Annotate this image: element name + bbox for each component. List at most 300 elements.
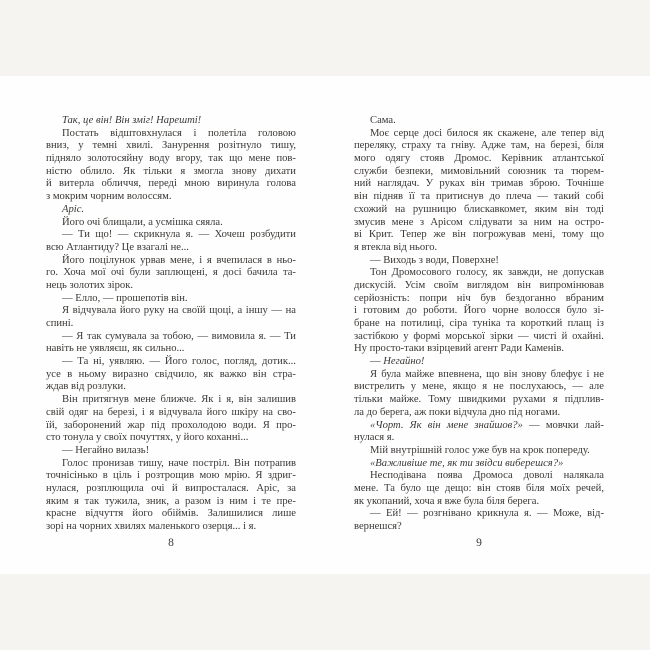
body-text: на xyxy=(394,203,406,215)
text-line xyxy=(354,369,604,382)
body-text: із xyxy=(216,495,224,507)
body-text: ньому xyxy=(78,368,107,380)
body-text: темні xyxy=(92,140,118,152)
body-text: спині. xyxy=(46,318,74,329)
body-text: прохолодою xyxy=(171,419,227,431)
body-text: свідчило, xyxy=(154,368,198,380)
body-text: переляку, xyxy=(354,140,397,152)
body-text: тримав xyxy=(491,178,524,190)
body-text: розітнуло xyxy=(218,140,262,152)
body-text: залишив xyxy=(257,394,296,406)
body-text: чорне xyxy=(492,305,519,317)
body-text: я xyxy=(482,381,488,393)
body-text: допускав xyxy=(562,267,604,279)
body-text: вчепилася xyxy=(216,254,263,266)
text-line xyxy=(354,458,604,471)
body-text: шкіру xyxy=(231,406,259,418)
body-text: та xyxy=(554,165,564,177)
body-text: — xyxy=(117,229,129,241)
body-text: очі xyxy=(111,267,125,279)
body-text: жар xyxy=(127,419,145,431)
body-text: досі xyxy=(423,127,443,139)
body-text: тому xyxy=(562,229,584,241)
body-text: завжди, xyxy=(507,267,543,279)
italic-text: знайшов?» xyxy=(474,419,523,431)
body-text: переді xyxy=(148,178,177,190)
body-text: й xyxy=(46,178,52,190)
body-text: точнісінько xyxy=(46,470,98,482)
text-line xyxy=(46,432,296,445)
body-text: — xyxy=(517,330,529,342)
text-line xyxy=(354,521,604,534)
body-text: ний xyxy=(354,178,372,190)
text-line xyxy=(354,305,604,318)
body-text: обличчя, xyxy=(101,178,142,190)
body-text: і xyxy=(199,254,203,266)
body-text: у xyxy=(403,330,409,342)
body-text: як xyxy=(203,368,214,380)
body-text: але xyxy=(541,127,557,139)
body-text: погрожував xyxy=(472,229,526,241)
body-text: від xyxy=(590,127,604,139)
italic-text: «Чорт. xyxy=(370,419,404,431)
body-text: вернешся? xyxy=(354,521,402,532)
body-text: в xyxy=(102,470,108,482)
body-text: Хочеш xyxy=(214,229,245,241)
body-text: — Виходь з води, Поверхне! xyxy=(370,254,499,266)
body-text: ждав від розлуки. xyxy=(46,381,126,393)
body-text: Точніше xyxy=(566,178,604,190)
body-text: тишу, xyxy=(138,457,164,469)
body-text: роботи. xyxy=(423,305,458,317)
body-text: заплющені, xyxy=(155,267,208,279)
body-text: облило. xyxy=(80,165,115,177)
body-text: підняло xyxy=(46,153,82,165)
text-line xyxy=(354,115,604,128)
body-text: мене xyxy=(133,394,156,406)
body-text: Може, xyxy=(552,508,582,520)
body-text: зі- xyxy=(593,305,604,317)
body-text: блефує xyxy=(550,368,583,380)
body-text: — xyxy=(370,508,381,520)
body-text: тужила, xyxy=(104,495,141,507)
body-text: не xyxy=(493,381,504,393)
text-line xyxy=(354,153,604,166)
body-text: не xyxy=(547,267,558,279)
body-text: — xyxy=(271,305,283,317)
text-line xyxy=(46,166,296,179)
body-text: я втекла від нього. xyxy=(354,241,438,253)
body-text: він xyxy=(471,178,485,190)
body-text: мимовільний xyxy=(440,165,501,177)
italic-text: Так, це він! Він зміг! Нарешті! xyxy=(62,115,202,126)
body-text: води. xyxy=(232,419,257,431)
text-line xyxy=(354,496,604,509)
body-text: схожий xyxy=(354,203,388,215)
body-text: він xyxy=(503,368,518,380)
body-text: яким xyxy=(534,203,558,215)
body-text: урвав xyxy=(140,254,166,266)
text-line xyxy=(46,483,296,496)
text-line xyxy=(46,128,296,141)
body-text: тільки xyxy=(143,165,173,177)
text-line xyxy=(46,280,296,293)
body-text: Керівник xyxy=(501,153,543,165)
body-text: він xyxy=(252,368,267,380)
body-text: впевнена, xyxy=(438,368,482,380)
body-text: на xyxy=(92,406,104,418)
body-text: У xyxy=(425,178,434,190)
body-text: в xyxy=(266,254,272,266)
body-text: я xyxy=(212,267,218,279)
body-text: Як xyxy=(123,165,136,177)
body-text: він xyxy=(517,279,531,291)
text-line xyxy=(46,458,296,471)
body-text: Він xyxy=(234,457,250,469)
body-text: Я xyxy=(255,470,263,482)
body-text: а xyxy=(174,495,180,507)
body-text: вгору, xyxy=(175,153,203,165)
text-line xyxy=(354,343,604,356)
text-line xyxy=(354,508,604,521)
body-text: та- xyxy=(282,267,296,279)
body-text: було xyxy=(566,305,587,317)
body-text: — xyxy=(62,330,73,342)
text-line xyxy=(354,128,604,141)
body-text: Голос xyxy=(62,457,88,469)
text-line xyxy=(354,394,604,407)
body-text: швидкими xyxy=(458,394,506,406)
body-text: волосся xyxy=(524,305,561,317)
body-text: він xyxy=(354,191,368,203)
body-text: Дромосового xyxy=(391,267,452,279)
body-text: за xyxy=(518,216,528,228)
body-text: лай- xyxy=(584,419,604,431)
body-text: я xyxy=(552,394,558,406)
body-text: — xyxy=(62,356,73,368)
body-text: Його очі блищали, а усмішка сяяла. xyxy=(62,216,223,228)
body-text: навіть не уявляєш, як сильно... xyxy=(46,343,185,355)
body-text: змусив xyxy=(354,216,386,228)
body-text: від- xyxy=(587,508,604,520)
body-text: поцілунок xyxy=(89,254,136,266)
body-text: Мій внутрішній голос уже був на крок попереду. xyxy=(370,444,590,456)
body-text: виразно xyxy=(112,368,149,380)
body-text: та xyxy=(420,191,431,203)
body-text: тепер xyxy=(560,127,586,139)
body-text: руку xyxy=(143,305,165,317)
body-text: притягнув xyxy=(82,394,129,406)
text-line xyxy=(354,191,604,204)
page-number: 8 xyxy=(168,536,174,549)
body-text: — xyxy=(269,330,281,342)
body-text: на xyxy=(285,305,296,317)
body-text: Постать xyxy=(62,127,99,139)
body-text: же xyxy=(433,229,446,241)
body-text: потрапив xyxy=(254,457,296,469)
body-text: я xyxy=(206,254,212,266)
body-text: був xyxy=(480,292,496,304)
body-text: — xyxy=(149,356,161,368)
text-line xyxy=(46,470,296,483)
body-text: блискавкомет, xyxy=(464,203,528,215)
body-text: вистрелить xyxy=(354,381,405,393)
body-text: випромінював xyxy=(539,279,604,291)
italic-text: мене xyxy=(446,419,469,431)
body-text: на xyxy=(558,216,569,228)
body-text: стра- xyxy=(272,368,296,380)
body-text: мене, xyxy=(170,254,195,266)
body-text: союзник xyxy=(507,165,547,177)
body-text: собі xyxy=(585,191,604,203)
body-text: як xyxy=(482,127,493,139)
body-text: мене. xyxy=(354,482,379,494)
body-text: нулася я. xyxy=(354,432,395,444)
body-text: вбраним xyxy=(565,292,604,304)
body-text: іншу xyxy=(245,305,268,317)
body-text: голосу, xyxy=(456,267,488,279)
body-text: відштовхнулася xyxy=(110,127,182,139)
body-text: плащ xyxy=(567,318,592,329)
body-text: ньо- xyxy=(276,254,296,266)
text-line xyxy=(46,369,296,382)
adjacent-page-edge-bottom xyxy=(0,574,650,650)
body-text: тобою, xyxy=(162,330,194,342)
body-text: за xyxy=(150,330,160,342)
body-text: я. xyxy=(185,229,194,241)
body-text: відчуття xyxy=(85,508,124,520)
body-text: але xyxy=(589,381,604,393)
body-text: зброю. xyxy=(529,178,561,190)
text-line xyxy=(354,483,604,496)
body-text: не xyxy=(593,368,604,380)
body-text: у xyxy=(410,381,416,393)
body-text: так xyxy=(86,330,102,342)
body-text: Та xyxy=(77,356,89,368)
body-text: мого xyxy=(354,153,376,165)
body-text: Я xyxy=(76,330,84,342)
body-text: обіймів. xyxy=(161,508,199,520)
body-text: зорі на чорних хвилях маленького озерця... і я. xyxy=(46,521,257,532)
body-text: мою xyxy=(199,470,220,482)
body-text: Дромоса xyxy=(473,470,513,482)
body-text: що xyxy=(486,368,500,380)
body-text: — xyxy=(407,508,418,520)
body-text: нулася, xyxy=(46,482,79,494)
body-text: що xyxy=(590,229,604,241)
body-text: пронизав xyxy=(92,457,134,469)
text-line xyxy=(46,394,296,407)
body-text: він xyxy=(477,482,491,494)
body-text: розгнівано xyxy=(423,508,472,520)
body-text: там, xyxy=(510,140,530,152)
body-text: і xyxy=(253,495,257,507)
body-text: з мокрим чорним волоссям. xyxy=(46,191,172,203)
body-text: ніч xyxy=(456,292,471,304)
body-text: — xyxy=(572,381,583,393)
body-text: ще xyxy=(426,482,440,494)
body-text: Моє xyxy=(370,127,389,139)
body-text: ним xyxy=(229,495,248,507)
body-text: змогла xyxy=(193,165,224,177)
body-text: вниз, xyxy=(46,140,70,152)
body-text: хвилі. xyxy=(126,140,153,152)
text-line xyxy=(46,445,296,458)
body-text: що xyxy=(229,153,243,165)
text-line xyxy=(46,204,296,217)
body-text: безпеки, xyxy=(395,165,434,177)
body-text: й xyxy=(171,482,178,494)
body-text: те xyxy=(261,495,272,507)
body-text: крикнула xyxy=(476,508,519,520)
body-text: попри xyxy=(419,292,448,304)
text-line xyxy=(354,267,604,280)
body-text: — xyxy=(370,356,384,368)
body-text: головою xyxy=(258,127,296,139)
body-text: плеча xyxy=(505,191,532,203)
text-line xyxy=(46,140,296,153)
body-text: його xyxy=(119,305,141,317)
text-line xyxy=(354,178,604,191)
body-text: розтрощив xyxy=(145,470,195,482)
body-text: тоді xyxy=(586,203,604,215)
body-text: Я xyxy=(262,419,270,431)
body-text: виринула xyxy=(217,178,260,190)
body-text: моїх xyxy=(550,482,571,494)
body-text: було xyxy=(400,482,421,494)
text-line xyxy=(354,356,604,369)
body-text: так xyxy=(208,153,224,165)
body-text: була xyxy=(381,368,402,380)
body-text: Несподівана xyxy=(370,470,427,482)
body-text: ближче. xyxy=(160,394,197,406)
text-line xyxy=(46,356,296,369)
body-text: її xyxy=(408,191,415,203)
body-text: серце xyxy=(393,127,419,139)
text-line xyxy=(46,420,296,433)
body-text: я xyxy=(74,495,79,507)
body-text: лише xyxy=(272,508,296,520)
body-text: й xyxy=(561,330,568,342)
body-text: мовчки xyxy=(545,419,579,431)
body-text: туніка xyxy=(472,318,501,329)
body-text: на xyxy=(534,140,546,152)
body-text: Дромос. xyxy=(454,153,492,165)
body-text: якщо xyxy=(452,381,477,393)
body-text: разом xyxy=(185,495,211,507)
body-text: — xyxy=(198,229,210,241)
body-text: на xyxy=(385,318,396,329)
body-text: бездоганно xyxy=(505,292,556,304)
text-line xyxy=(46,229,296,242)
text-line xyxy=(354,331,604,344)
body-text: очі xyxy=(151,482,165,494)
body-text: — xyxy=(62,229,73,241)
body-text: досі xyxy=(223,267,242,279)
text-line xyxy=(354,242,604,255)
book-page-right xyxy=(354,115,604,550)
page-text-block xyxy=(354,115,604,534)
italic-text: Негайно! xyxy=(383,356,425,368)
text-line xyxy=(354,445,604,458)
text-line xyxy=(354,318,604,331)
text-line xyxy=(354,217,604,230)
text-line xyxy=(46,242,296,255)
body-text: знову xyxy=(521,368,547,380)
body-text: як укопаний, хоча я вже була біля берега. xyxy=(354,495,540,507)
body-text: мною xyxy=(184,178,210,190)
body-text: Тон xyxy=(370,267,387,279)
body-text: наглядач. xyxy=(377,178,420,190)
text-line xyxy=(354,407,604,420)
body-text: притиснув xyxy=(435,191,484,203)
body-text: до xyxy=(489,191,501,203)
body-text: під xyxy=(151,419,166,431)
body-text: Усім xyxy=(404,279,426,291)
body-text: Та xyxy=(384,482,395,494)
body-text: дискусій. xyxy=(354,279,397,291)
body-text: виглядом xyxy=(466,279,509,291)
body-text: він xyxy=(452,229,466,241)
body-text: служби xyxy=(354,165,388,177)
body-text: потилиці, xyxy=(400,318,445,329)
italic-text: Аріс. xyxy=(62,203,85,215)
text-line xyxy=(46,343,296,356)
body-text: березі, xyxy=(107,406,138,418)
body-text: сво- xyxy=(277,406,296,418)
text-line xyxy=(46,217,296,230)
body-text: Його xyxy=(164,356,188,368)
text-line xyxy=(46,255,296,268)
body-text: нець золотих зірок. xyxy=(46,279,134,291)
body-text: воду xyxy=(149,153,170,165)
text-line xyxy=(354,280,604,293)
text-line xyxy=(46,521,296,534)
body-text: мрію. xyxy=(224,470,251,482)
body-text: сіра xyxy=(449,318,468,329)
body-text: красне xyxy=(46,508,77,520)
body-text: готовим xyxy=(363,305,400,317)
body-text: речей, xyxy=(575,482,604,494)
body-text: короткий xyxy=(520,318,563,329)
body-text: Крит. xyxy=(368,229,394,241)
body-text: зник, xyxy=(145,495,170,507)
body-text: він xyxy=(238,394,253,406)
body-text: важко xyxy=(219,368,247,380)
body-text: розплющила xyxy=(86,482,144,494)
body-text: Занурення xyxy=(162,140,210,152)
body-text: — xyxy=(537,191,548,203)
text-line xyxy=(46,178,296,191)
body-text: розбудити xyxy=(250,229,296,241)
body-text: Ну просто-таки взірцевий агент Ради Каменів. xyxy=(354,343,565,355)
body-text: такий xyxy=(553,191,580,203)
text-line xyxy=(46,496,296,509)
body-text: — Елло, — прошепотів він. xyxy=(62,292,188,304)
text-line xyxy=(46,115,296,128)
body-text: Аріс, xyxy=(256,482,280,494)
adjacent-page-edge-top xyxy=(0,0,650,76)
body-text: як xyxy=(492,267,503,279)
text-line xyxy=(46,153,296,166)
text-line xyxy=(354,420,604,433)
body-text: і xyxy=(137,470,140,482)
body-text: підняв xyxy=(373,191,404,203)
body-text: Він xyxy=(62,394,78,406)
body-text: знову xyxy=(231,165,257,177)
body-text: полетіла xyxy=(208,127,247,139)
body-text: скажене, xyxy=(497,127,537,139)
